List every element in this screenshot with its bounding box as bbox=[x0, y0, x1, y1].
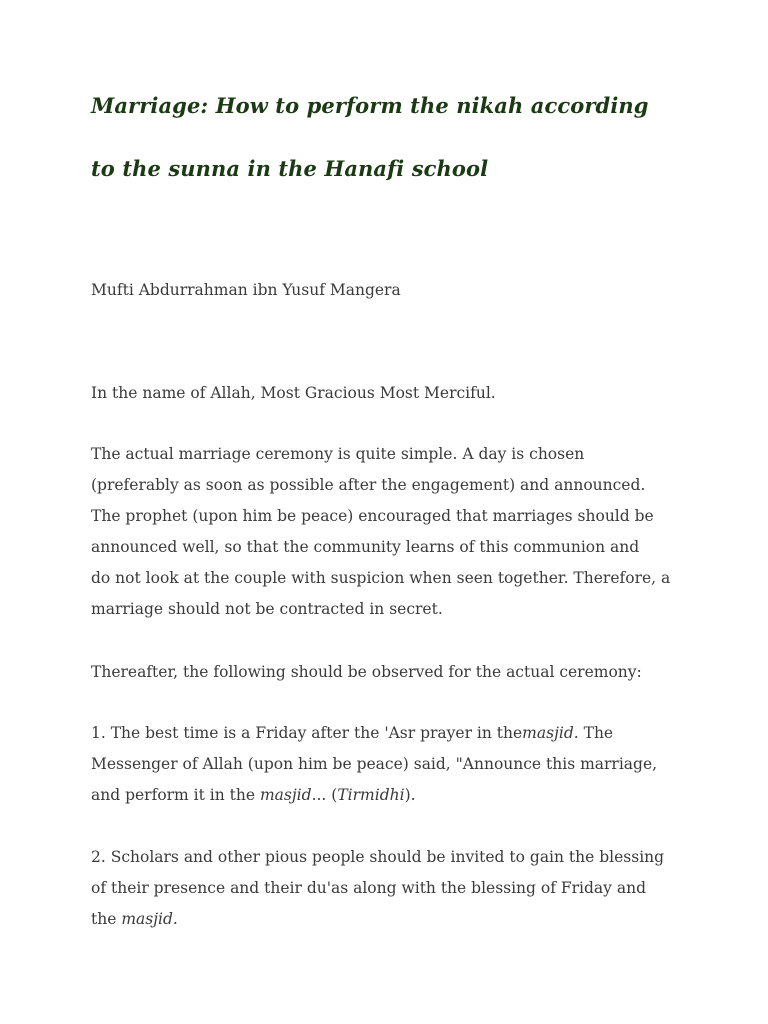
paragraph-line: do not look at the couple with suspicion when seen together. Therefore, a bbox=[91, 569, 671, 587]
paragraph-line: marriage should not be contracted in secret. bbox=[91, 600, 443, 618]
text-run: the bbox=[91, 910, 122, 928]
list-item-line bbox=[91, 780, 691, 811]
list-item-1 bbox=[91, 718, 691, 811]
paragraph-ceremony-intro bbox=[91, 439, 691, 625]
opening-invocation: In the name of Allah, Most Gracious Most Merciful. bbox=[91, 384, 496, 402]
list-item-line bbox=[91, 904, 691, 935]
text-run: ... ( bbox=[311, 786, 338, 804]
text-run: The bbox=[578, 724, 614, 742]
paragraph-line: The prophet (upon him be peace) encouraged that marriages should be bbox=[91, 507, 654, 525]
author-name: Mufti Abdurrahman ibn Yusuf Mangera bbox=[91, 281, 401, 299]
article-title-line-2: to the sunna in the Hanafi school bbox=[91, 156, 489, 181]
article-title-line-1: Marriage: How to perform the nikah according bbox=[91, 93, 649, 118]
text-run: ). bbox=[404, 786, 416, 804]
paragraph-line: (preferably as soon as possible after the engagement) and announced. bbox=[91, 476, 646, 494]
emphasis-masjid: masjid bbox=[259, 786, 312, 804]
list-item-2 bbox=[91, 842, 691, 935]
list-item-line: Messenger of Allah (upon him be peace) said, "Announce this marriage, bbox=[91, 755, 658, 773]
paragraph-line: announced well, so that the community learns of this communion and bbox=[91, 538, 640, 556]
list-item-line bbox=[91, 718, 691, 749]
paragraph-line: The actual marriage ceremony is quite simple. A day is chosen bbox=[91, 445, 585, 463]
list-item-line: 2. Scholars and other pious people should be invited to gain the blessing bbox=[91, 848, 665, 866]
list-item-line: of their presence and their du'as along with the blessing of Friday and bbox=[91, 879, 647, 897]
emphasis-tirmidhi: Tirmidhi bbox=[337, 786, 405, 804]
paragraph-thereafter: Thereafter, the following should be observed for the actual ceremony: bbox=[91, 663, 642, 681]
text-run: 1. The best time is a Friday after the 'Asr prayer in the bbox=[91, 724, 523, 742]
emphasis-masjid: masjid. bbox=[522, 724, 579, 742]
text-run: and perform it in the bbox=[91, 786, 260, 804]
emphasis-masjid: masjid. bbox=[121, 910, 178, 928]
